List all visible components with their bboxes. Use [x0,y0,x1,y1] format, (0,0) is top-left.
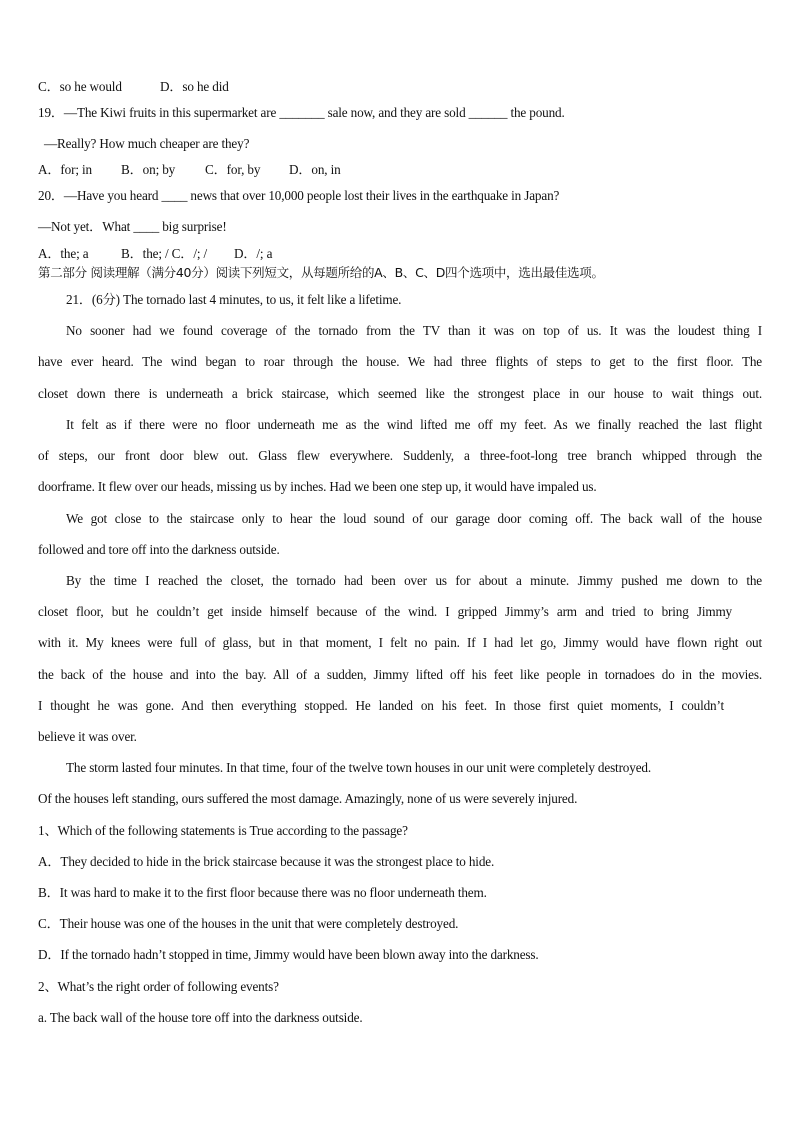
option-line-q20 [38,246,272,262]
question-20: 20．—Have you heard ____ news that over 10,000 people lost their lives in the earthquake in Japan? [38,188,560,203]
passage-line: with it. My knees were full of glass, but in that moment, I felt no pain. If I had let go, Jimmy would have flown right out [38,635,762,650]
sub-question-1-option-a: A．They decided to hide in the brick staircase because it was the strongest place to hide. [38,854,495,869]
question-20-reply: —Not yet．What ____ big surprise! [38,219,227,234]
option-d: D．on, in [289,162,341,177]
option-b-c: B．the; / C．/; / [121,246,208,261]
passage-line: We got close to the staircase only to hear the loud sound of our garage door coming off. The back wall of the house [66,511,762,526]
passage-line: Of the houses left standing, ours suffered the most damage. Amazingly, none of us were severely injured. [38,791,578,806]
option-a: A．for; in [38,162,92,177]
passage-line: closet floor, but he couldn’t get inside himself because of the wind. I gripped Jimmy’s arm and tried to bring Jimmy [38,604,732,619]
sub-question-1-option-d: D．If the tornado hadn’t stopped in time, Jimmy would have been blown away into the darkness. [38,947,539,962]
sub-question-1-option-c: C．Their house was one of the houses in the unit that were completely destroyed. [38,916,459,931]
passage-line: of steps, our front door blew out. Glass flew everywhere. Suddenly, a three-foot-long tree branch whipped through the [38,448,762,463]
passage-line: I thought he was gone. And then everything stopped. He landed on his feet. In those first quiet moments, I couldn’t [38,698,724,713]
option-d: D．so he did [160,79,229,94]
question-19-reply: —Really? How much cheaper are they? [44,136,250,151]
sub-question-1-option-b: B．It was hard to make it to the first floor because there was no floor underneath them. [38,885,487,900]
passage-line: No sooner had we found coverage of the tornado from the TV than it was on top of us. It was the loudest thing I [66,323,762,338]
sub-question-2: 2、What’s the right order of following events? [38,979,279,994]
passage-line: The storm lasted four minutes. In that time, four of the twelve town houses in our unit were completely destroyed. [66,760,651,775]
question-19: 19．—The Kiwi fruits in this supermarket are _______ sale now, and they are sold ______ the pound. [38,105,565,120]
passage-line: By the time I reached the closet, the tornado had been over us for about a minute. Jimmy pushed me down to the [66,573,762,588]
passage-line: have ever heard. The wind began to roar through the house. We had three flights of steps to get to the first floor. The [38,354,762,369]
passage-line: followed and tore off into the darkness outside. [38,542,280,557]
passage-line: doorframe. It flew over our heads, missing us by inches. Had we been one step up, it would have impaled us. [38,479,597,494]
sub-question-2-event-a: a. The back wall of the house tore off into the darkness outside. [38,1010,363,1025]
option-line-q18 [38,79,229,95]
option-line-q19 [38,162,341,178]
passage-line: the back of the house and into the bay. All of a sudden, Jimmy lifted off his feet like people in tornadoes do in the movies. [38,667,762,682]
section-heading: 第二部分 阅读理解（满分40分）阅读下列短文，从每题所给的A、B、C、D四个选项中，选出最佳选项。 [38,265,604,280]
question-21-title: 21．(6分) The tornado last 4 minutes, to us, it felt like a lifetime. [66,292,402,307]
passage-line: closet down there is underneath a brick staircase, which seemed like the strongest place in our house to wait things out. [38,386,762,401]
option-a: A．the; a [38,246,89,261]
passage-line: believe it was over. [38,729,137,744]
option-d: D．/; a [234,246,273,261]
option-c: C．so he would [38,79,122,94]
passage-line: It felt as if there were no floor underneath me as the wind lifted me off my feet. As we finally reached the last flight [66,417,762,432]
option-b: B．on; by [121,162,176,177]
sub-question-1: 1、Which of the following statements is True according to the passage? [38,823,408,838]
option-c: C．for, by [205,162,261,177]
